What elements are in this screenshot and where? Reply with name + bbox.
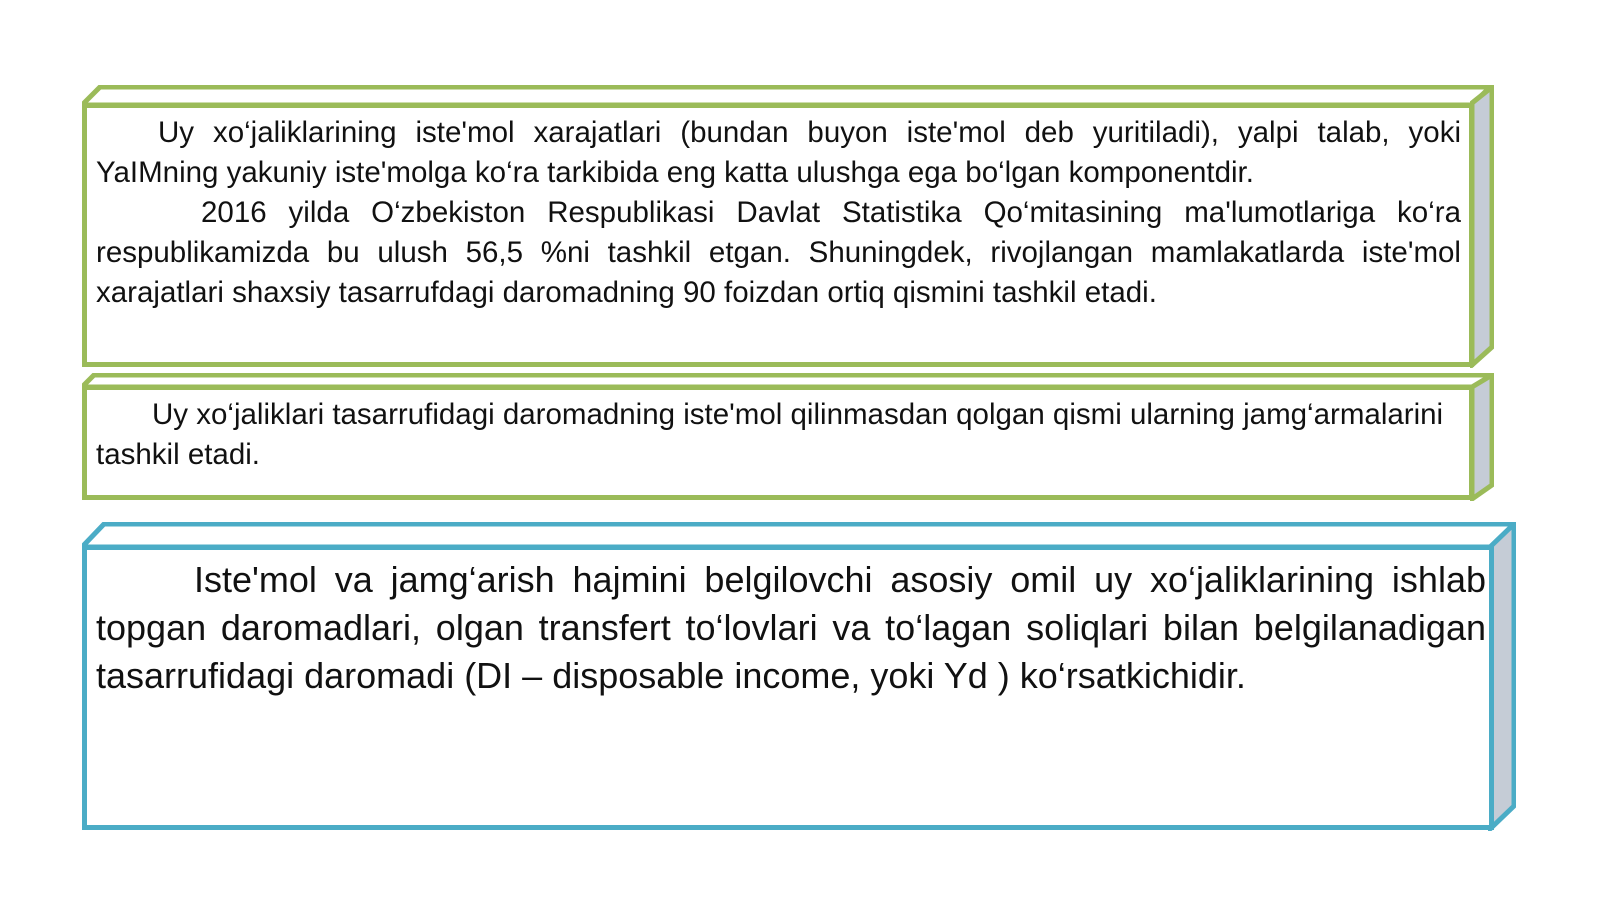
- disposable-income-paragraph: Iste'mol va jamg‘arish hajmini belgilovchi asosiy omil uy xo‘jaliklarining ishlab topgan daromadlari, olgan transfert to‘lovlari va to‘lagan soliqlari bilan belgilanadigan tasarrufidagi daromadi (DI – disposable income, yoki Yd ) ko‘rsatkichidir.: [96, 559, 1486, 696]
- info-box-consumption-text: [96, 113, 1461, 363]
- consumption-paragraph: Uy xo‘jaliklarining iste'mol xarajatlari (bundan buyon iste'mol deb yuritiladi), yalpi talab, yoki YaIMning yakuniy iste'molga ko‘ra tarkibida eng katta ulushga ega bo‘lgan komponentdir.: [96, 116, 1461, 189]
- savings-paragraph: Uy xo‘jaliklari tasarrufidagi daromadning iste'mol qilinmasdan qolgan qismi ularning jamg‘armalarini tashkil etadi.: [96, 398, 1444, 471]
- info-box-savings-text: [96, 395, 1461, 495]
- statistics-paragraph: 2016 yilda O‘zbekiston Respublikasi Davlat Statistika Qo‘mitasining ma'lumotlariga ko‘ra respublikamizda bu ulush 56,5 %ni tashkil etgan. Shuningdek, rivojlangan mamlakatlarda iste'mol xarajatlari shaxsiy tasarrufdagi daromadning 90 foizdan ortiq qismini tashkil etadi.: [96, 196, 1461, 309]
- info-box-disposable-income-text: [96, 556, 1486, 816]
